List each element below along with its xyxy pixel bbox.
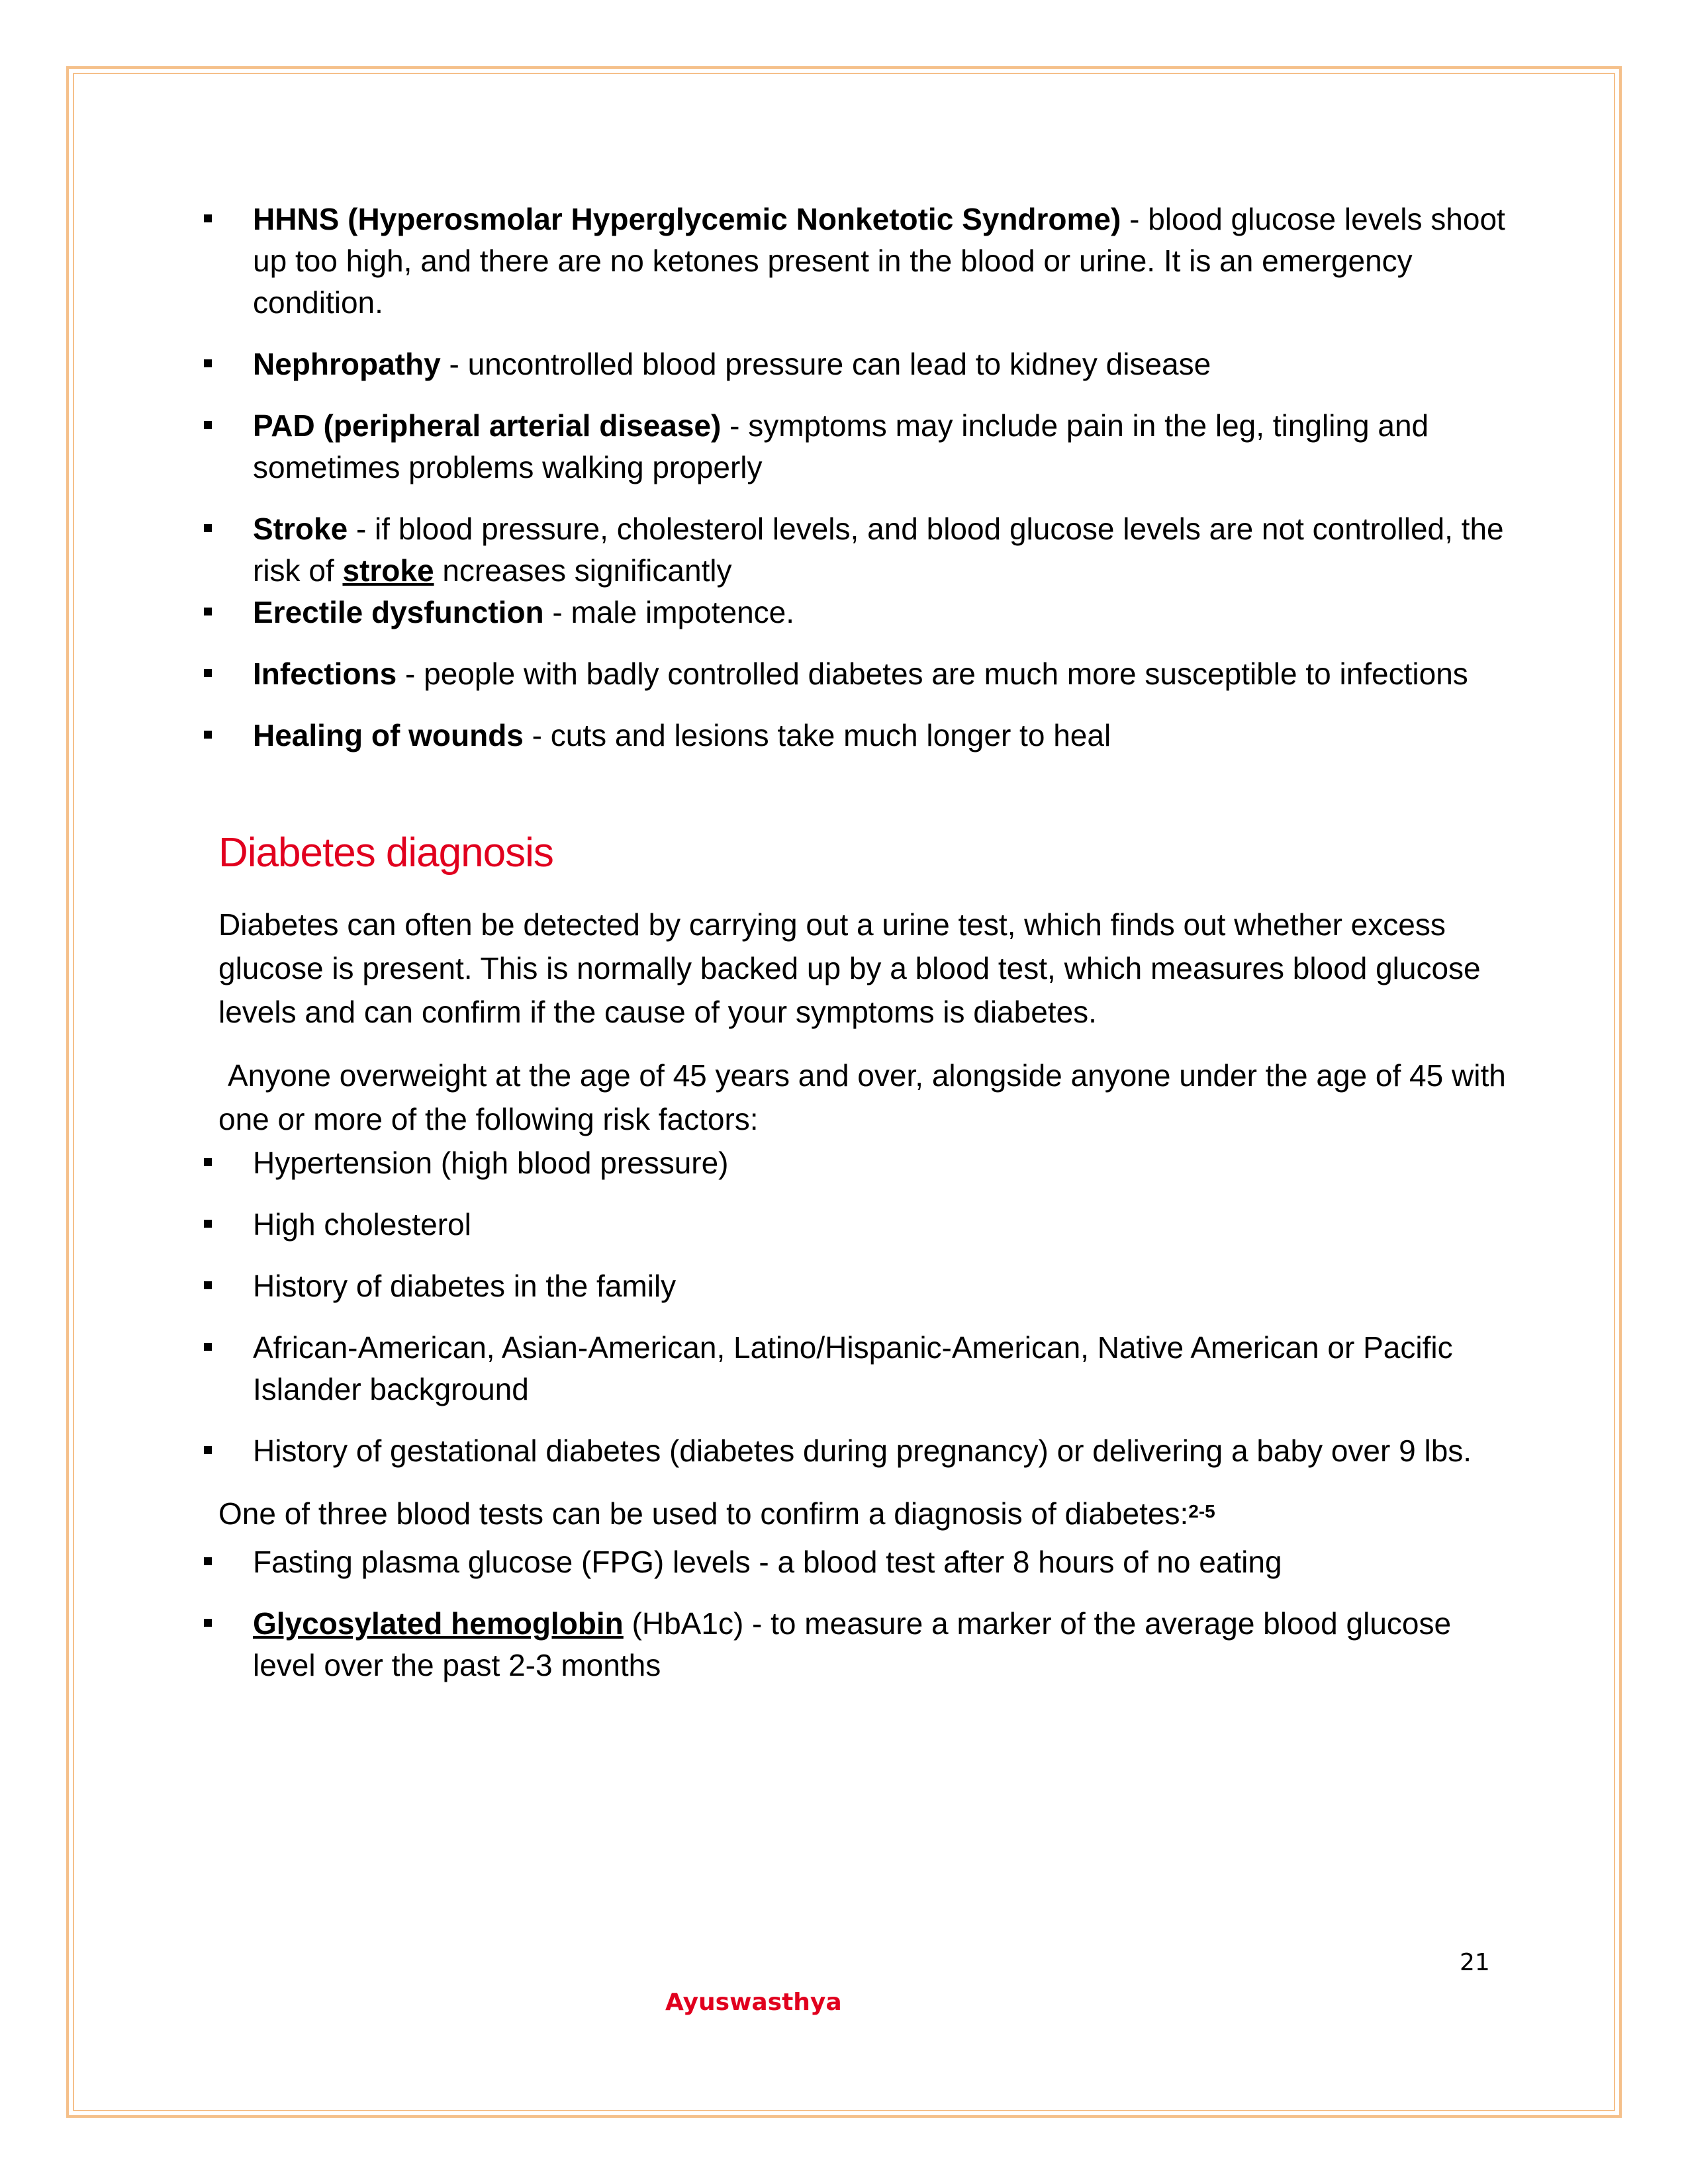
risk-factor: History of gestational diabetes (diabetes during pregnancy) or delivering a baby over 9 lbs.: [253, 1433, 1472, 1468]
list-item: [218, 1265, 1509, 1307]
term: HHNS (Hyperosmolar Hyperglycemic Nonketotic Syndrome): [253, 202, 1121, 236]
bullet-square-icon: [204, 669, 212, 677]
stroke-link[interactable]: stroke: [342, 553, 434, 588]
tests-list: [218, 1541, 1509, 1686]
term: Healing of wounds: [253, 718, 524, 752]
bullet-square-icon: [204, 731, 212, 739]
risk-factor: African-American, Asian-American, Latino/Hispanic-American, Native American or Pacific Islander background: [253, 1330, 1453, 1406]
bullet-square-icon: [204, 1446, 212, 1454]
list-item: [218, 1204, 1509, 1246]
description: - symptoms may include pain in the leg, tingling and sometimes problems walking properly: [253, 408, 1429, 484]
term: Infections: [253, 657, 397, 691]
bullet-square-icon: [204, 1619, 212, 1627]
tests-intro-text: One of three blood tests can be used to confirm a diagnosis of diabetes:: [218, 1496, 1189, 1531]
paragraph-risk-intro: Anyone overweight at the age of 45 years and over, alongside anyone under the age of 45 with one or more of the following risk factors:: [218, 1058, 1506, 1136]
term: Erectile dysfunction: [253, 595, 544, 629]
bullet-square-icon: [204, 524, 212, 532]
term: Stroke: [253, 512, 348, 546]
bullet-square-icon: [204, 1158, 212, 1166]
description: - people with badly controlled diabetes are much more susceptible to infections: [397, 657, 1468, 691]
page-content: [218, 199, 1509, 1706]
term: Nephropathy: [253, 347, 441, 381]
description: - male impotence.: [543, 595, 795, 629]
complications-list: [218, 199, 1509, 756]
section-heading: Diabetes diagnosis: [218, 830, 553, 876]
reference-superscript: 2-5: [1188, 1501, 1215, 1522]
bullet-square-icon: [204, 1281, 212, 1289]
list-item: [218, 592, 1509, 633]
list-item: [218, 343, 1509, 385]
term: PAD (peripheral arterial disease): [253, 408, 722, 443]
list-item: [218, 405, 1509, 488]
list-item: [218, 715, 1509, 756]
hba1c-link[interactable]: Glycosylated hemoglobin: [253, 1606, 624, 1641]
bullet-square-icon: [204, 1220, 212, 1228]
list-item: [218, 1541, 1509, 1583]
risk-factor: History of diabetes in the family: [253, 1269, 677, 1303]
risk-factor: High cholesterol: [253, 1207, 471, 1242]
test-fpg: Fasting plasma glucose (FPG) levels - a blood test after 8 hours of no eating: [253, 1545, 1282, 1579]
test-hba1c-desc: (HbA1c) - to measure a marker of the average blood glucose level over the past 2-3 months: [253, 1606, 1452, 1682]
list-item: [218, 1430, 1509, 1472]
paragraph-detection: Diabetes can often be detected by carrying out a urine test, which finds out whether excess glucose is present. This is normally backed up by a blood test, which measures blood glucose levels and can confirm if the cause of your symptoms is diabetes.: [218, 907, 1481, 1029]
bullet-square-icon: [204, 1343, 212, 1351]
description: - uncontrolled blood pressure can lead to kidney disease: [440, 347, 1211, 381]
paragraph-tests-intro: [218, 1492, 1509, 1540]
bullet-square-icon: [204, 359, 212, 367]
bullet-square-icon: [204, 421, 212, 429]
page-number: 21: [1460, 1949, 1490, 1976]
list-item: [218, 199, 1509, 324]
description: - cuts and lesions take much longer to heal: [523, 718, 1111, 752]
description: ncreases significantly: [434, 553, 732, 588]
list-item: [218, 1142, 1509, 1184]
bullet-square-icon: [204, 214, 212, 222]
risk-factors-list: [218, 1142, 1509, 1472]
bullet-square-icon: [204, 608, 212, 615]
list-item: [218, 508, 1509, 592]
description: - blood glucose levels shoot up too high, and there are no ketones present in the blood or urine. It is an emergency condition.: [253, 202, 1505, 320]
risk-factor: Hypertension (high blood pressure): [253, 1146, 729, 1180]
bullet-square-icon: [204, 1557, 212, 1565]
list-item: [218, 653, 1509, 695]
footer-brand: Ayuswasthya: [665, 1989, 842, 2016]
list-item: [218, 1603, 1509, 1686]
list-item: [218, 1327, 1509, 1410]
description: - if blood pressure, cholesterol levels, and blood glucose levels are not controlled, the risk of: [253, 512, 1504, 588]
